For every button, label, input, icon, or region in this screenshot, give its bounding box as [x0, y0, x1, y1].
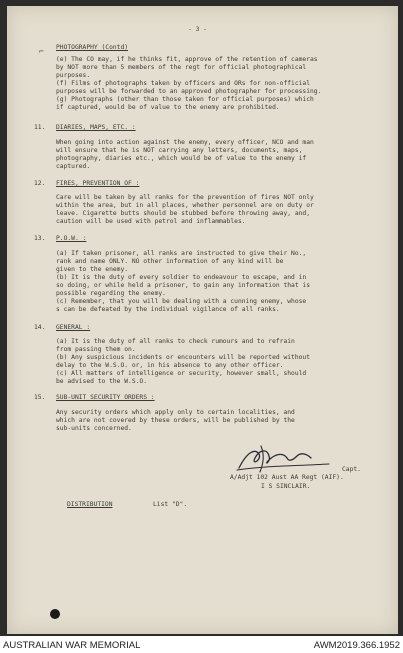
photography-line: by NOT more than 5 members of the regt for official photographical [56, 64, 307, 71]
photography-line: if captured, would be of value to the enemy are prohibited. [56, 104, 280, 111]
general-line: (a) It is the duty of all ranks to check rumours and to refrain [56, 338, 295, 345]
section-photography-heading: PHOTOGRAPHY (Contd) [56, 44, 129, 51]
diaries-line: When going into action against the enemy, every officer, NCO and man [56, 139, 314, 146]
general-line: from passing them on. [56, 346, 136, 353]
section-diaries-heading: DIARIES, MAPS, ETC. : [56, 124, 136, 131]
general-line: (b) Any suspicious incidents or encounters will be reported without [56, 354, 311, 361]
signature-appointment: A/Adjt 102 Aust AA Regt (AIF). [230, 474, 344, 481]
diaries-line: captured. [56, 163, 91, 170]
photography-line: purposes will be forwarded to an approved photographer for processing. [56, 88, 322, 95]
archive-footer [0, 636, 403, 653]
section-number: 12. [34, 180, 46, 187]
pow-line: so doing, or while held a prisoner, to gain any information that is [56, 282, 311, 289]
photography-line: (e) The CO may, if he thinks fit, approve of the retention of cameras [56, 56, 318, 63]
punch-hole [50, 609, 60, 619]
footer-institution: AUSTRALIAN WAR MEMORIAL [3, 640, 141, 651]
photography-line: purposes. [56, 72, 91, 79]
pow-line: given to the enemy. [56, 266, 129, 273]
fires-line: within the area, but in all places, whether personnel are on duty or [56, 202, 314, 209]
section-number: 15. [34, 394, 46, 401]
general-line: (c) All matters of intelligence or security, however small, should [56, 370, 307, 377]
distribution-value: List "D". [153, 501, 188, 508]
fires-line: caution will be used with petrol and inflammables. [56, 218, 246, 225]
general-line: be advised to the W.S.O. [56, 378, 147, 385]
signature-name: I S SINCLAIR. [261, 483, 311, 490]
pow-line: rank and name ONLY. NO other information of any kind will be [56, 258, 284, 265]
pow-line: possible regarding the enemy. [56, 290, 166, 297]
distribution-label: DISTRIBUTION [67, 501, 113, 508]
subunit-line: sub-units concerned. [56, 425, 132, 432]
document-body [7, 6, 398, 634]
photography-line: (f) Films of photographs taken by officers and ORs for non-official [56, 80, 311, 87]
pow-line: (a) If taken prisoner, all ranks are instructed to give their No., [56, 250, 307, 257]
section-number: 13. [34, 235, 46, 242]
general-line: delay to the W.S.O. or, in his absence to any other officer. [56, 362, 284, 369]
section-number: 11. [34, 124, 46, 131]
signature-rank: Capt. [342, 466, 361, 473]
subunit-line: Any security orders which apply only to certain localities, and [56, 409, 295, 416]
pow-line: (c) Remember, that you will be dealing with a cunning enemy, whose [56, 298, 307, 305]
fires-line: Care will be taken by all ranks for the prevention of fires NOT only [56, 194, 314, 201]
pow-line: (b) It is the duty of every soldier to endeavour to escape, and in [56, 274, 307, 281]
page-number: - 3 - [188, 26, 207, 33]
margin-mark: ⌐ [39, 47, 44, 56]
diaries-line: photography, diaries etc., which would be of value to the enemy if [56, 155, 307, 162]
photography-line: (g) Photographs (other than those taken for official purposes) which [56, 96, 314, 103]
section-subunit-heading: SUB-UNIT SECURITY ORDERS : [56, 394, 155, 401]
fires-line: leave. Cigarette butts should be stubbed before throwing away, and, [56, 210, 311, 217]
subunit-line: which are not covered by these orders, will be published by the [56, 417, 295, 424]
pow-line: s can be defeated by the individual vigilance of all ranks. [56, 306, 280, 313]
section-fires-heading: FIRES, PREVENTION OF : [56, 180, 140, 187]
diaries-line: will ensure that he is NOT carrying any letters, documents, maps, [56, 147, 303, 154]
document-page [7, 6, 398, 634]
section-general-heading: GENERAL : [56, 324, 91, 331]
section-number: 14. [34, 324, 46, 331]
footer-accession-number: AWM2019.366.1952 [313, 640, 400, 651]
section-pow-heading: P.O.W. : [56, 235, 87, 242]
handwritten-signature [233, 442, 333, 476]
